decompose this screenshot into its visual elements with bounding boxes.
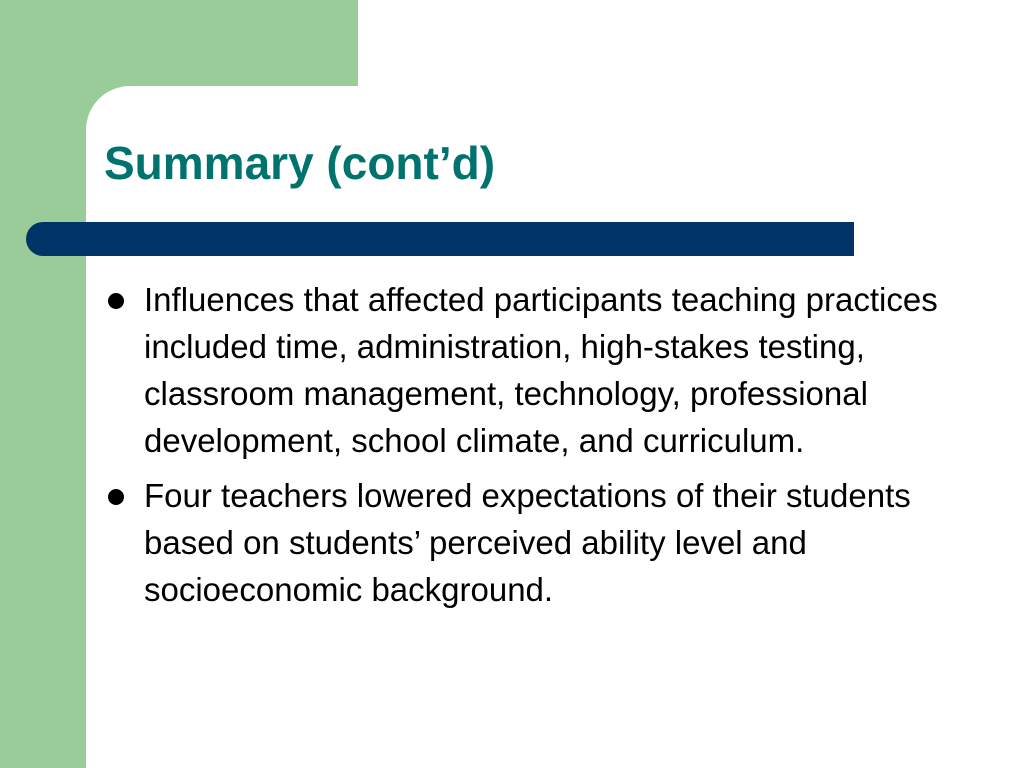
slide-title: Summary (cont’d)	[104, 137, 496, 189]
bullet-item	[104, 472, 954, 613]
bullet-text: Influences that affected participants teaching practices included time, administration, high-stakes testing, classroom management, technology, professional development, school climate, and curriculum.	[144, 281, 938, 459]
bullet-dot-icon	[108, 293, 124, 309]
bullet-text: Four teachers lowered expectations of their students based on students’ perceived ability level and socioeconomic background.	[144, 477, 911, 608]
title-underline-bar	[26, 222, 854, 256]
bullet-item	[104, 276, 954, 464]
bullet-dot-icon	[108, 489, 124, 505]
bullet-list	[104, 276, 954, 621]
